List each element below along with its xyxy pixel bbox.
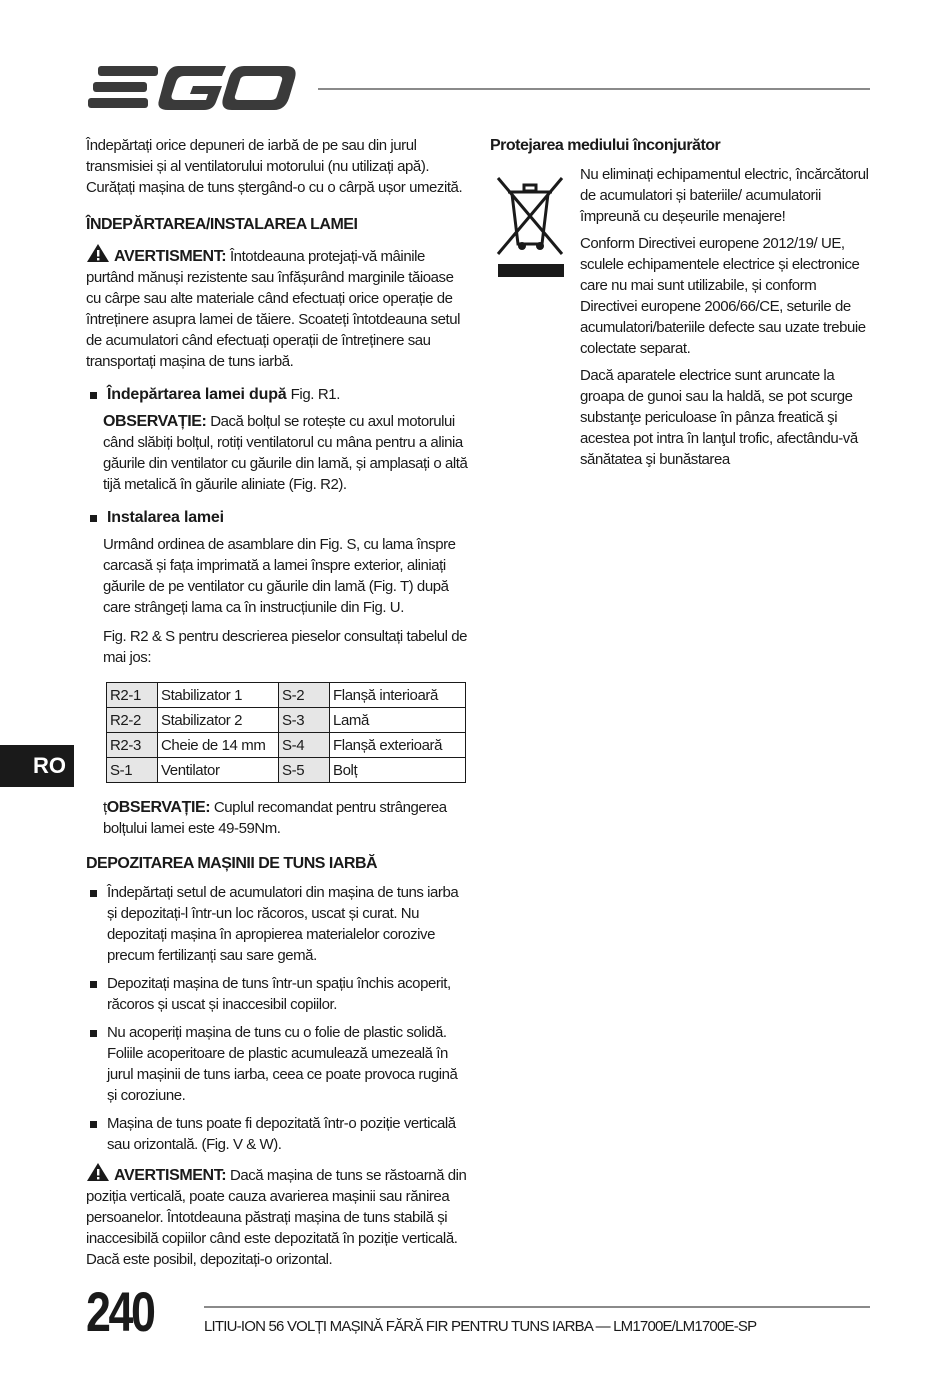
table-row: [107, 758, 466, 783]
table-cell: Lamă: [330, 708, 466, 733]
bullet-square-icon: [90, 1121, 97, 1128]
table-cell: Ventilator: [158, 758, 279, 783]
bullet-square-icon: [90, 981, 97, 988]
table-cell: Stabilizator 2: [158, 708, 279, 733]
blade-section-heading: ÎNDEPĂRTAREA/INSTALAREA LAMEI: [86, 216, 358, 233]
warning-icon: [86, 243, 110, 263]
table-intro: Fig. R2 & S pentru descrierea pieselor consultați tabelul de mai jos:: [103, 628, 468, 666]
list-item-text: Mașina de tuns poate fi depozitată într-o poziție verticală sau orizontală. (Fig. V & W).: [107, 1115, 456, 1153]
environment-heading: Protejarea mediului înconjurător: [490, 137, 721, 154]
right-column: [490, 135, 870, 476]
storage-section-heading: DEPOZITAREA MAȘINII DE TUNS IARBĂ: [86, 855, 378, 872]
environment-paragraph-2: Conform Directivei europene 2012/19/ UE, sculele echipamentele electrice și electronice care nu mai sunt utilizabile, și conform Directivei europene 2006/66/CE, seturile de acumulatori/bateriile defecte sau uzate trebuie colectate separat.: [580, 235, 866, 357]
table-row: [107, 683, 466, 708]
storage-list: [86, 882, 468, 1155]
note-removal: [86, 411, 468, 495]
warning-label: AVERTISMENT:: [114, 248, 227, 265]
list-item-text: Îndepărtați setul de acumulatori din mașina de tuns iarba și depozitați-l într-un loc răcoros, uscat și curat. Nu depozitați mașina în apropierea materialelor corozive precum fertilizanți sau sare gemă.: [107, 884, 459, 964]
warning-label: AVERTISMENT:: [114, 1167, 227, 1184]
list-item-text: Nu acoperiți mașina de tuns cu o folie de plastic solidă. Foliile acoperitoare de plastic acumulează umezeală în jurul mașinii de tuns iarba, ceea ce poate provoca rugină și coroziune.: [107, 1024, 458, 1104]
footer-title: LITIU-ION 56 VOLȚI MAȘINĂ FĂRĂ FIR PENTRU TUNS IARBA — LM1700E/LM1700E-SP: [204, 1318, 757, 1335]
note-text: Cuplul recomandat pentru strângerea bolțului lamei este 49-59Nm.: [103, 799, 447, 837]
list-item-text: Depozitați mașina de tuns într-un spațiu închis acoperit, răcoros și uscat și inaccesibil copiilor.: [107, 975, 451, 1013]
table-cell: Flanșă exterioară: [330, 733, 466, 758]
warning-icon: [86, 1162, 110, 1182]
warning-text: Întotdeauna protejați-vă mâinile purtând mănuși rezistente sau înfășurând marginile tăioase cu cârpe sau alte materiale când efectuați orice operație de întreținere asupra lamei de tăiere. Scoateți întotdeauna setul de acumulatori când efectuați operații de întreținere sau transportați mașina de tuns iarbă.: [86, 248, 461, 370]
environment-paragraph-3: Dacă aparatele electrice sunt aruncate la groapa de gunoi sau la haldă, se pot scurge substanţe periculoase în pânza freatică şi acestea pot intra în lanţul trofic, afectându-vă sănătatea şi bunăstarea: [580, 367, 858, 468]
note-label: OBSERVAȚIE:: [103, 413, 207, 430]
bullet-square-icon: [90, 515, 97, 522]
table-cell: Bolț: [330, 758, 466, 783]
footer-rule: [204, 1306, 870, 1308]
weee-bin-icon: [490, 172, 580, 476]
note-prefix: ț: [103, 799, 107, 816]
environment-text: [580, 164, 870, 476]
list-item: [86, 1113, 468, 1155]
table-cell: R2-1: [107, 683, 158, 708]
table-cell: S-2: [279, 683, 330, 708]
parts-table: [106, 682, 466, 783]
install-title: Instalarea lamei: [107, 509, 224, 526]
bullet-square-icon: [90, 890, 97, 897]
table-cell: Flanșă interioară: [330, 683, 466, 708]
table-cell: S-4: [279, 733, 330, 758]
weee-block: [490, 164, 870, 476]
table-row: [107, 733, 466, 758]
removal-fig-ref: Fig. R1.: [290, 386, 340, 403]
list-item: [86, 882, 468, 966]
page-number: 240: [86, 1280, 154, 1343]
note-torque: [86, 797, 468, 839]
ego-logo: [86, 62, 298, 114]
list-item: [86, 1022, 468, 1106]
environment-paragraph-1: Nu eliminați echipamentul electric, încărcătorul de acumulatori și bateriile/ acumulatorii împreună cu deșeurile menajere!: [580, 166, 869, 225]
table-cell: S-1: [107, 758, 158, 783]
intro-paragraph: Îndepărtați orice depuneri de iarbă de pe sau din jurul transmisiei și al ventilatorului motorului (nu utilizați apă). Curățați mașina de tuns ștergând-o cu o cârpă ușor umezită.: [86, 137, 463, 196]
table-cell: Cheie de 14 mm: [158, 733, 279, 758]
note-text: Dacă bolțul se rotește cu axul motorului când slăbiți bolțul, rotiți ventilatorul cu mâna pentru a alinia găurile din ventilator cu găurile din lamă, și amplasați o altă tijă metalică în găurile aliniate (Fig. R2).: [103, 413, 468, 493]
bullet-square-icon: [90, 1030, 97, 1037]
install-item: [86, 507, 468, 528]
table-cell: S-5: [279, 758, 330, 783]
removal-item: [86, 384, 468, 405]
table-row: [107, 708, 466, 733]
table-cell: R2-2: [107, 708, 158, 733]
warning-text: Dacă mașina de tuns se răstoarnă din poziția verticală, poate cauza avarierea mașinii sau rănirea persoanelor. Întotdeauna păstrați mașina de tuns stabilă și inaccesibilă copiilor când este depozitată în poziție verticală. Dacă este posibil, depozitați-o orizontal.: [86, 1167, 467, 1268]
warning-storage: [86, 1162, 468, 1270]
table-cell: R2-3: [107, 733, 158, 758]
list-item: [86, 973, 468, 1015]
bullet-square-icon: [90, 392, 97, 399]
language-tab: RO: [0, 745, 74, 787]
header-rule: [318, 88, 870, 90]
note-label: OBSERVAȚIE:: [106, 799, 211, 816]
table-cell: S-3: [279, 708, 330, 733]
warning-blade: [86, 243, 468, 372]
table-cell: Stabilizator 1: [158, 683, 279, 708]
left-column: [86, 135, 468, 1270]
install-text: Urmând ordinea de asamblare din Fig. S, cu lama înspre carcasă și fața imprimată a lamei înspre exterior, aliniați găurile de pe ventilator cu găurile din lamă (Fig. T) după care strângeți lama ca în instrucțiunile din Fig. U.: [103, 536, 456, 616]
removal-title: Îndepărtarea lamei după: [107, 386, 287, 403]
